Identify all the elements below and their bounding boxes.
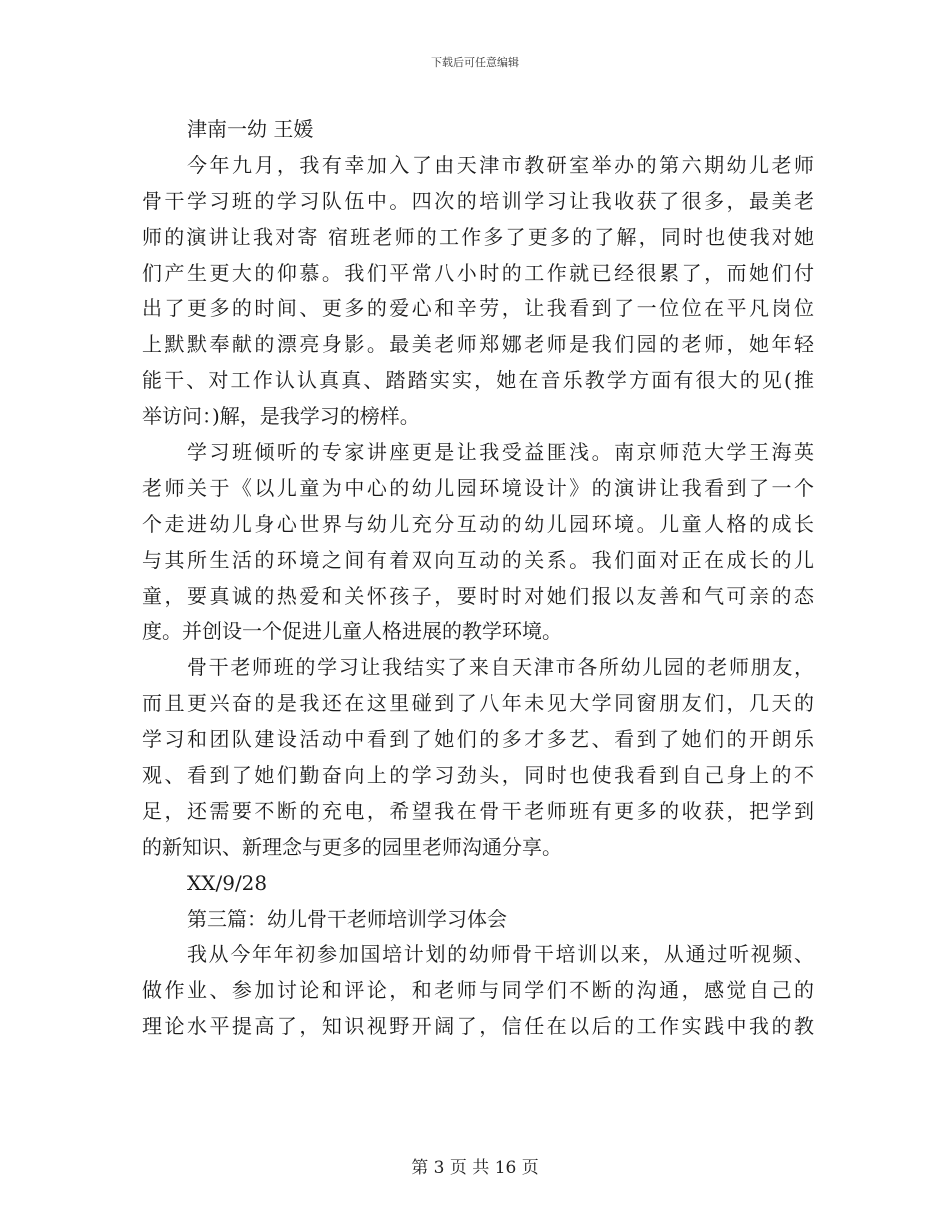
paragraph-line: 学习和团队建设活动中看到了她们的多才多艺、看到了她们的开朗乐 (142, 727, 814, 752)
paragraph-line: 足，还需要不断的充电，希望我在骨干老师班有更多的收获，把学到 (142, 798, 814, 823)
paragraph-line: 能干、对工作认认真真、踏踏实实，她在音乐教学方面有很大的见(推 (142, 368, 814, 393)
section-title: 第三篇：幼儿骨干老师培训学习体会 (187, 906, 507, 931)
paragraph-line: 们产生更大的仰慕。我们平常八小时的工作就已经很累了，而她们付 (142, 260, 814, 285)
paragraph-line: 学习班倾听的专家讲座更是让我受益匪浅。南京师范大学王海英 (187, 440, 814, 465)
paragraph-line: 上默默奉献的漂亮身影。最美老师郑娜老师是我们园的老师，她年轻 (142, 332, 814, 357)
paragraph-line: 度。并创设一个促进儿童人格进展的教学环境。 (142, 619, 562, 644)
page-number: 第 3 页 共 16 页 (411, 1158, 539, 1178)
paragraph-line: 师的演讲让我对寄 宿班老师的工作多了更多的了解，同时也使我对她 (142, 224, 814, 249)
paragraph-line: 与其所生活的环境之间有着双向互动的关系。我们面对正在成长的儿 (142, 547, 814, 572)
paragraph-line: 观、看到了她们勤奋向上的学习劲头，同时也使我看到自己身上的不 (142, 763, 814, 788)
paragraph-line: 出了更多的时间、更多的爱心和辛劳，让我看到了一位位在平凡岗位 (142, 296, 814, 321)
paragraph-line: 骨干学习班的学习队伍中。四次的培训学习让我收获了很多，最美老 (142, 188, 814, 213)
paragraph-line: 而且更兴奋的是我还在这里碰到了八年未见大学同窗朋友们，几天的 (142, 691, 814, 716)
document-body (142, 112, 814, 1045)
paragraph-line: 个走进幼儿身心世界与幼儿充分互动的幼儿园环境。儿童人格的成长 (142, 511, 814, 536)
author-line: 津南一幼 王媛 (187, 117, 314, 141)
paragraph-line: 举访问：)解，是我学习的榜样。 (142, 404, 420, 429)
paragraph-line: 做作业、参加讨论和评论，和老师与同学们不断的沟通，感觉自己的 (142, 978, 814, 1003)
page-header-note: 下载后可任意编辑 (431, 56, 519, 69)
paragraph-line: 我从今年年初参加国培计划的幼师骨干培训以来，从通过听视频、 (187, 942, 814, 967)
paragraph-line: 童，要真诚的热爱和关怀孩子，要时时对她们报以友善和气可亲的态 (142, 583, 814, 608)
paragraph-line: 的新知识、新理念与更多的园里老师沟通分享。 (142, 834, 562, 859)
paragraph-line: 骨干老师班的学习让我结实了来自天津市各所幼儿园的老师朋友， (187, 655, 814, 680)
paragraph-line: 今年九月，我有幸加入了由天津市教研室举办的第六期幼儿老师 (187, 152, 814, 177)
paragraph-line: 老师关于《以儿童为中心的幼儿园环境设计》的演讲让我看到了一个 (142, 475, 814, 500)
paragraph-line: 理论水平提高了，知识视野开阔了，信任在以后的工作实践中我的教 (142, 1014, 814, 1039)
date-line: XX/9/28 (187, 870, 268, 895)
